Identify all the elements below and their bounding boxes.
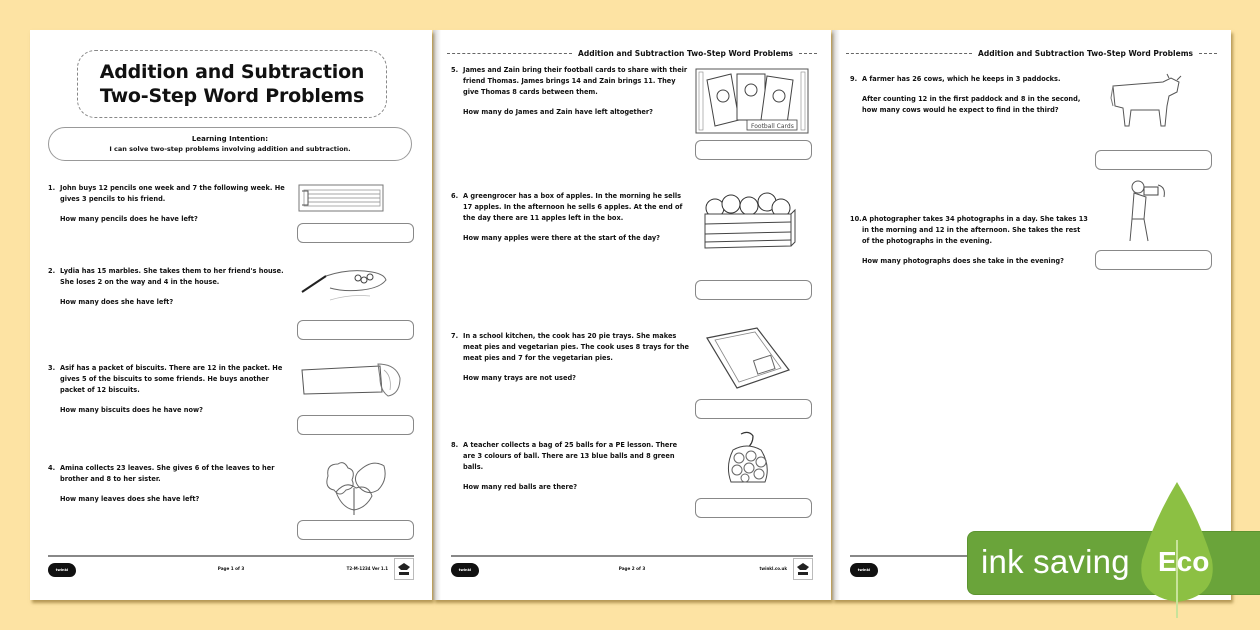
question-8 (451, 440, 689, 493)
biscuit-packet-icon (300, 360, 410, 400)
football-cards-icon (695, 68, 809, 134)
footer-divider (451, 555, 813, 557)
pencil-case-icon (298, 183, 384, 213)
question-1 (48, 183, 286, 225)
question-7 (451, 331, 689, 384)
question-number: 8. (451, 441, 459, 449)
answer-box-1[interactable] (297, 223, 414, 243)
brand-logo: twinkl (48, 563, 76, 577)
footer-divider (48, 555, 414, 557)
leaves-icon (322, 458, 388, 516)
question-10 (850, 214, 1088, 267)
question-number: 3. (48, 364, 56, 372)
question-ask: How many pencils does he have left? (60, 215, 198, 223)
dash-right (799, 53, 817, 54)
answer-box-9[interactable] (1095, 150, 1212, 170)
question-ask: How many do James and Zain have left altogether? (463, 108, 653, 116)
question-3 (48, 363, 286, 416)
question-number: 6. (451, 192, 459, 200)
answer-box-3[interactable] (297, 415, 414, 435)
footer-code: T2-M-1234 Ver 1.1 (346, 566, 388, 571)
answer-box-5[interactable] (695, 140, 812, 160)
question-text: Amina collects 23 leaves. She gives 6 of the leaves to her brother and 8 to her sister. (60, 464, 275, 483)
question-ask: How many apples were there at the start of the day? (463, 234, 660, 242)
answer-box-6[interactable] (695, 280, 812, 300)
hand-with-marbles-icon (300, 262, 400, 310)
question-text: A farmer has 26 cows, which he keeps in 3 paddocks. (862, 75, 1061, 83)
pie-tray-icon (703, 326, 793, 392)
question-text: A photographer takes 34 photographs in a day. She takes 13 in the morning and 12 in the afternoon. She takes the rest of the photographs in the evening. (862, 215, 1088, 245)
learning-intention-box (48, 127, 412, 161)
worksheet-page-1 (30, 30, 432, 600)
question-5 (451, 65, 689, 118)
dash-left (846, 53, 972, 54)
learning-intention-heading: Learning Intention: (191, 135, 269, 143)
running-head-title: Addition and Subtraction Two-Step Word Problems (578, 48, 793, 58)
question-text: Lydia has 15 marbles. She takes them to her friend's house. She loses 2 on the way and 4 in the house. (60, 267, 284, 286)
question-ask: How many biscuits does he have now? (60, 406, 203, 414)
question-number: 1. (48, 184, 56, 192)
learning-intention-text: I can solve two-step problems involving addition and subtraction. (109, 145, 351, 153)
page-title-line-2: Two-Step Word Problems (99, 85, 365, 107)
photographer-icon (1124, 175, 1174, 245)
question-4 (48, 463, 286, 505)
question-text: James and Zain bring their football cards to share with their friend Thomas. James brings 14 and Zain brings 11. They give Thomas 8 cards between them. (463, 66, 688, 96)
question-number: 10. (850, 215, 862, 223)
question-number: 5. (451, 66, 459, 74)
brand-logo: twinkl (850, 563, 878, 577)
question-ask: How many photographs does she take in the evening? (862, 257, 1064, 265)
dash-left (447, 53, 572, 54)
question-ask: How many does she have left? (60, 298, 174, 306)
ink-saving-banner (967, 531, 1260, 595)
question-text: A greengrocer has a box of apples. In the morning he sells 17 apples. In the afternoon he sells 6 apples. At the end of the day there are 11 apples left in the box. (463, 192, 683, 222)
brand-logo: twinkl (451, 563, 479, 577)
question-text: A teacher collects a bag of 25 balls for a PE lesson. There are 3 colours of ball. There are 13 blue balls and 8 green balls. (463, 441, 678, 471)
running-head (846, 47, 1217, 59)
footer-page-number: Page 1 of 3 (217, 566, 245, 571)
question-ask: How many red balls are there? (463, 483, 578, 491)
question-number: 9. (850, 75, 858, 83)
footer-page-number: Page 2 of 3 (618, 566, 646, 571)
cow-icon (1107, 72, 1191, 134)
question-9 (850, 74, 1088, 116)
answer-box-7[interactable] (695, 399, 812, 419)
quality-badge-icon (793, 558, 813, 580)
dash-right (1199, 53, 1217, 54)
question-2 (48, 266, 286, 308)
answer-box-4[interactable] (297, 520, 414, 540)
ball-bag-icon (723, 430, 773, 486)
question-ask: After counting 12 in the first paddock and 8 in the second, how many cows would he expect to find in the third? (862, 95, 1081, 114)
running-head (447, 47, 817, 59)
svg-text:Football Cards: Football Cards (751, 123, 794, 130)
question-ask: How many trays are not used? (463, 374, 576, 382)
question-ask: How many leaves does she have left? (60, 495, 200, 503)
running-head-title: Addition and Subtraction Two-Step Word Problems (978, 48, 1193, 58)
apple-crate-icon (701, 188, 797, 252)
question-text: In a school kitchen, the cook has 20 pie trays. She makes meat pies and vegetarian pies. The cook uses 8 trays for the meat pies and 7 for the vegetarian pies. (463, 332, 689, 362)
answer-box-2[interactable] (297, 320, 414, 340)
title-box (77, 50, 387, 118)
worksheet-page-2 (433, 30, 831, 600)
eco-badge-text: Eco (1158, 546, 1210, 577)
question-number: 2. (48, 267, 56, 275)
answer-box-8[interactable] (695, 498, 812, 518)
ink-saving-text: ink saving (981, 543, 1130, 580)
question-number: 7. (451, 332, 459, 340)
question-number: 4. (48, 464, 56, 472)
page-title-line-1: Addition and Subtraction (99, 61, 365, 83)
footer-code: twinkl.co.uk (759, 566, 787, 571)
question-text: Asif has a packet of biscuits. There are 12 in the packet. He gives 5 of the biscuits to some friends. He buys another packet of 12 biscuits. (60, 364, 283, 394)
question-6 (451, 191, 689, 244)
question-text: John buys 12 pencils one week and 7 the following week. He gives 3 pencils to his friend. (60, 184, 285, 203)
answer-box-10[interactable] (1095, 250, 1212, 270)
quality-badge-icon (394, 558, 414, 580)
